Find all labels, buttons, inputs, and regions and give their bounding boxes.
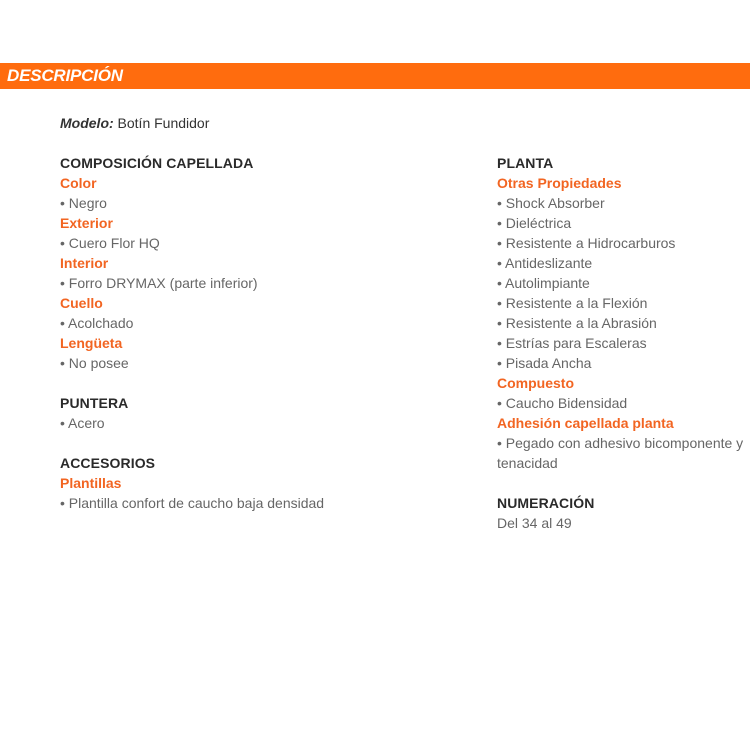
exterior-value: • Cuero Flor HQ — [60, 235, 160, 251]
list-item: • Resistente a la Abrasión — [497, 315, 657, 331]
section-spacer — [60, 433, 480, 453]
section-spacer — [497, 473, 750, 493]
model-line — [60, 114, 209, 132]
otras-propiedades-label: Otras Propiedades — [497, 175, 622, 191]
lengueta-label: Lengüeta — [60, 335, 123, 351]
right-column — [497, 153, 750, 533]
puntera-value: • Acero — [60, 415, 105, 431]
plantillas-value: • Plantilla confort de caucho baja densidad — [60, 495, 325, 511]
left-column — [60, 153, 480, 513]
numeracion-value: Del 34 al 49 — [497, 515, 572, 531]
list-item: • Resistente a la Flexión — [497, 295, 648, 311]
compuesto-label: Compuesto — [497, 375, 574, 391]
puntera-heading: PUNTERA — [60, 395, 129, 411]
model-label: Modelo: — [60, 115, 114, 131]
list-item: • Dieléctrica — [497, 215, 572, 231]
section-spacer — [60, 373, 480, 393]
exterior-label: Exterior — [60, 215, 113, 231]
composicion-heading: COMPOSICIÓN CAPELLADA — [60, 155, 254, 171]
list-item: • Pisada Ancha — [497, 355, 592, 371]
list-item: • Shock Absorber — [497, 195, 605, 211]
otras-propiedades-list — [497, 193, 750, 373]
plantillas-label: Plantillas — [60, 475, 122, 491]
interior-label: Interior — [60, 255, 109, 271]
banner-title: DESCRIPCIÓN — [7, 66, 123, 85]
model-value: Botín Fundidor — [113, 115, 210, 131]
adhesion-value: • Pegado con adhesivo bicomponente y tenacidad — [497, 435, 744, 471]
cuello-value: • Acolchado — [60, 315, 134, 331]
list-item: • Antideslizante — [497, 255, 593, 271]
interior-value: • Forro DRYMAX (parte inferior) — [60, 275, 258, 291]
color-value: • Negro — [60, 195, 107, 211]
planta-heading: PLANTA — [497, 155, 554, 171]
compuesto-value: • Caucho Bidensidad — [497, 395, 628, 411]
numeracion-heading: NUMERACIÓN — [497, 495, 595, 511]
list-item: • Resistente a Hidrocarburos — [497, 235, 676, 251]
description-banner — [0, 63, 750, 89]
list-item: • Estrías para Escaleras — [497, 335, 647, 351]
color-label: Color — [60, 175, 97, 191]
accesorios-heading: ACCESORIOS — [60, 455, 156, 471]
list-item: • Autolimpiante — [497, 275, 590, 291]
lengueta-value: • No posee — [60, 355, 129, 371]
adhesion-label: Adhesión capellada planta — [497, 415, 674, 431]
cuello-label: Cuello — [60, 295, 103, 311]
